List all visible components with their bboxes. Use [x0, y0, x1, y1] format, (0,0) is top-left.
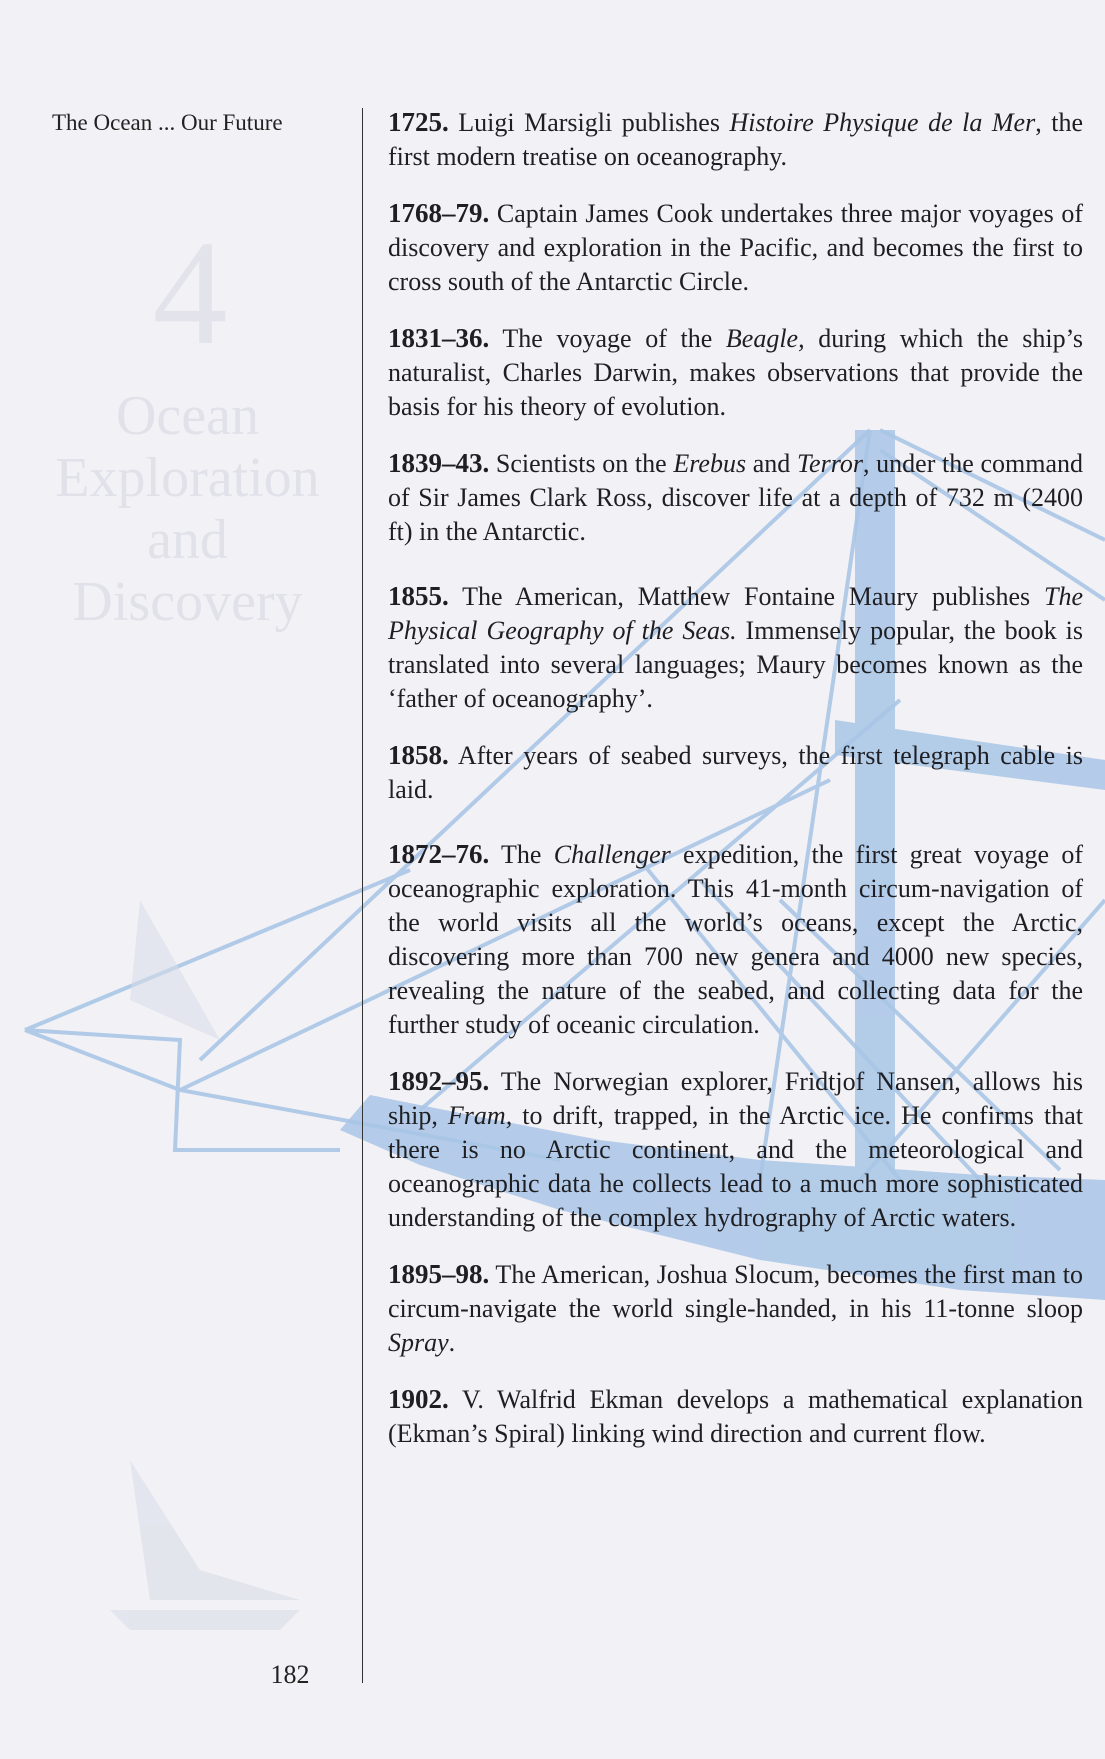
entry-text: , under the command of Sir James Clark Ross, discover life at a depth of 732 m (2400 ft) in the Antarctic. — [388, 449, 1083, 546]
timeline-entry — [388, 1257, 1083, 1360]
entry-text: during which the ship’s naturalist, Charles Darwin, makes observations that provide the basis for his theory of evolution. — [388, 324, 1083, 421]
chapter-title-line: Exploration — [55, 447, 320, 509]
running-header: The Ocean ... Our Future — [52, 110, 283, 135]
entry-year: 1855. — [388, 581, 449, 611]
timeline-entry — [388, 105, 1083, 174]
entry-text: The Norwegian explorer, Fridtjof Nansen, allows his ship, — [388, 1067, 1083, 1130]
entry-year: 1895–98. — [388, 1259, 490, 1289]
entry-year: 1902. — [388, 1384, 449, 1414]
timeline-entry — [388, 446, 1083, 549]
chapter-title-line: Ocean — [115, 385, 259, 447]
timeline-entry — [388, 1382, 1083, 1451]
entry-italic-text: Beagle, — [725, 324, 805, 353]
entry-italic-text: Histoire Physique de la Mer — [729, 108, 1036, 137]
entry-italic-text: Challenger — [553, 840, 671, 869]
entry-year: 1831–36. — [388, 323, 490, 353]
entry-text: Scientists on the — [489, 449, 674, 478]
chapter-number-watermark: 4 — [152, 210, 228, 376]
entry-text: Immensely popular, the book is translated into several languages; Maury becomes known as the ‘father of oceanography’. — [388, 616, 1083, 713]
entry-text: expedition, the first great voyage of oceanographic exploration. This 41-month circum-navigation of the world visits all the world’s oceans, except the Arctic, discovering more than 700 new genera and 4000 new species, revealing the nature of the seabed, and collecting data for the further study of oceanic circulation. — [388, 840, 1083, 1039]
entry-text: and — [746, 449, 797, 478]
entry-text: The voyage of the — [489, 324, 726, 353]
timeline-entries — [388, 105, 1083, 1451]
entry-text: Luigi Marsigli publishes — [448, 108, 730, 137]
chapter-title-watermark — [20, 385, 355, 633]
entry-italic-text: The Physical Geography of the Seas. — [388, 582, 1083, 645]
entry-italic-text: Fram, — [447, 1101, 513, 1130]
timeline-entry — [388, 321, 1083, 424]
column-divider — [362, 108, 363, 1683]
entry-year: 1768–79. — [388, 198, 490, 228]
entry-text: The American, Matthew Fontaine Maury publishes — [448, 582, 1044, 611]
entry-text: to drift, trapped, in the Arctic ice. He confirms that there is no Arctic continent, and the meteorological and oceanographic data he collects lead to a much more sophisticated understanding of the complex hydrography of Arctic waters. — [388, 1101, 1083, 1232]
entry-italic-text: Spray — [388, 1328, 449, 1357]
entry-text: . — [448, 1328, 456, 1357]
entry-year: 1725. — [388, 107, 449, 137]
entry-text: After years of seabed surveys, the first telegraph cable is laid. — [388, 741, 1083, 804]
entry-year: 1892–95. — [388, 1066, 490, 1096]
entry-italic-text: Terror — [796, 449, 863, 478]
entry-year: 1872–76. — [388, 839, 490, 869]
timeline-entry — [388, 1064, 1083, 1235]
entry-year: 1839–43. — [388, 448, 490, 478]
page-number: 182 — [270, 1660, 310, 1689]
timeline-entry — [388, 196, 1083, 299]
timeline-entry — [388, 579, 1083, 716]
timeline-entry — [388, 837, 1083, 1042]
entry-year: 1858. — [388, 740, 449, 770]
entry-text: The American, Joshua Slocum, becomes the first man to circum-navigate the world single-handed, in his 11-tonne sloop — [388, 1260, 1083, 1323]
chapter-title-line: and — [147, 509, 228, 571]
timeline-entry — [388, 738, 1083, 807]
entry-text: V. Walfrid Ekman develops a mathematical explanation (Ekman’s Spiral) linking wind direction and current flow. — [388, 1385, 1083, 1448]
entry-italic-text: Erebus — [673, 449, 747, 478]
chapter-title-line: Discovery — [72, 571, 303, 633]
entry-text: Captain James Cook undertakes three major voyages of discovery and exploration in the Pacific, and becomes the first to cross south of the Antarctic Circle. — [388, 199, 1083, 296]
entry-text: , the first modern treatise on oceanography. — [388, 108, 1083, 171]
entry-text: The — [489, 840, 554, 869]
